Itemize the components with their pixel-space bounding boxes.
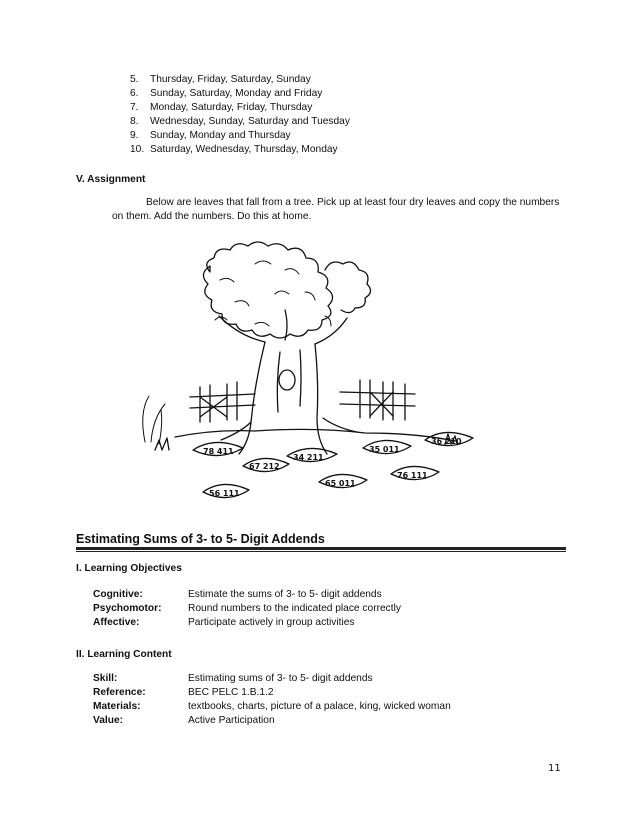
content-row: Skill: Estimating sums of 3- to 5- digit addends bbox=[93, 673, 373, 684]
leaf-number: 34 211 bbox=[293, 453, 324, 462]
list-item: 6. Sunday, Saturday, Monday and Friday bbox=[130, 88, 323, 99]
fence bbox=[190, 380, 415, 422]
assignment-heading: V. Assignment bbox=[76, 174, 146, 185]
list-item: 8. Wednesday, Sunday, Saturday and Tuesday bbox=[130, 116, 350, 127]
content-row: Reference: BEC PELC 1.B.1.2 bbox=[93, 687, 274, 698]
leaf bbox=[243, 458, 289, 471]
objectives-list bbox=[93, 588, 401, 630]
content-row: Value: Active Participation bbox=[93, 715, 275, 726]
leaf-number: 35 011 bbox=[369, 445, 400, 454]
leaf bbox=[319, 474, 367, 488]
tree-trunk bbox=[239, 342, 327, 454]
objective-row: Cognitive: Estimate the sums of 3- to 5- digit addends bbox=[93, 589, 382, 600]
leaf bbox=[193, 442, 243, 456]
list-item: 10. Saturday, Wednesday, Thursday, Monday bbox=[130, 144, 338, 155]
objective-row: Psychomotor: Round numbers to the indicated place correctly bbox=[93, 603, 401, 614]
leaf bbox=[363, 440, 411, 454]
title-divider-thin bbox=[76, 551, 566, 552]
leaf-number: 36 210 bbox=[431, 437, 462, 446]
title-divider-thick bbox=[76, 547, 566, 550]
tree-with-leaves-illustration bbox=[115, 232, 485, 507]
leaf-number: 65 011 bbox=[325, 479, 356, 488]
leaf bbox=[425, 432, 473, 446]
tree-canopy bbox=[203, 242, 332, 338]
list-item: 5. Thursday, Friday, Saturday, Sunday bbox=[130, 74, 311, 85]
content-heading: II. Learning Content bbox=[76, 649, 172, 660]
previous-answer-list bbox=[130, 73, 350, 157]
lesson-title: Estimating Sums of 3- to 5- Digit Addends bbox=[76, 532, 325, 546]
leaf-number: 76 111 bbox=[397, 471, 428, 480]
leaf bbox=[391, 466, 439, 480]
list-item: 9. Sunday, Monday and Thursday bbox=[130, 130, 291, 141]
ground-grass bbox=[155, 429, 457, 450]
content-list bbox=[93, 672, 451, 728]
list-item: 7. Monday, Saturday, Friday, Thursday bbox=[130, 102, 313, 113]
objectives-heading: I. Learning Objectives bbox=[76, 563, 182, 574]
leaf bbox=[287, 448, 337, 462]
assignment-text-line-1: Below are leaves that fall from a tree. Pick up at least four dry leaves and copy the numbers bbox=[146, 197, 560, 208]
assignment-text-line-2: on them. Add the numbers. Do this at home. bbox=[112, 211, 312, 222]
page-number: 11 bbox=[548, 763, 561, 774]
leaf bbox=[203, 484, 249, 498]
leaf-number: 56 111 bbox=[209, 489, 240, 498]
leaf-number: 78 411 bbox=[203, 447, 234, 456]
objective-row: Affective: Participate actively in group activities bbox=[93, 617, 355, 628]
content-row: Materials: textbooks, charts, picture of a palace, king, wicked woman bbox=[93, 701, 451, 712]
tree-canopy-right bbox=[325, 262, 371, 313]
leaf-number: 67 212 bbox=[249, 462, 280, 471]
trunk-knot bbox=[279, 370, 295, 390]
